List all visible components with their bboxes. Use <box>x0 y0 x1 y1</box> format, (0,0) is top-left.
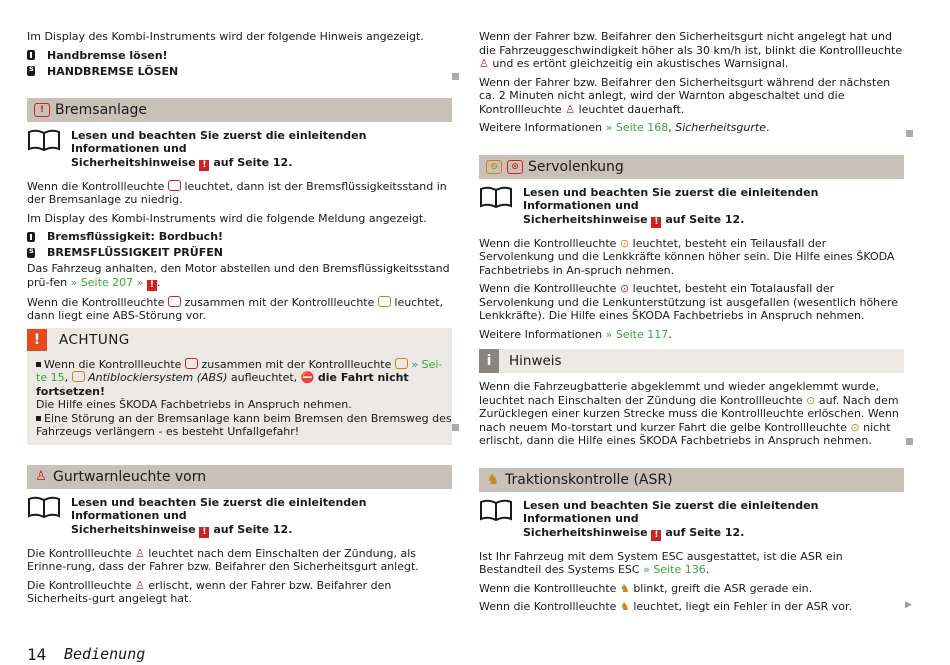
hint-title: Hinweis <box>509 353 562 369</box>
paragraph: Wenn die Kontrollleuchte ♞ blinkt, greift die ASR gerade ein. <box>479 581 813 595</box>
continue-arrow-icon: ▶ <box>905 600 912 610</box>
page-link[interactable]: » Seite 207 » <box>70 275 144 289</box>
intro-text: Im Display des Kombi-Instruments wird der folgende Hinweis angezeigt. <box>27 30 424 43</box>
stop-icon: ⛔ <box>300 371 315 384</box>
read-first-note: Lesen und beachten Sie zuerst die einleitenden Informationen und Sicherheitshinweise ! auf Seite 12. <box>479 186 904 228</box>
steering-lamp-icon: ⊙ <box>850 420 860 434</box>
paragraph: Wenn der Fahrer bzw. Beifahrer den Sicherheitsgurt während der nächsten ca. 2 Minuten nicht anlegt, wird der Warnton abgeschaltet und die Kontrollleuchte ♙ leuchtet dauerhaft. <box>479 75 891 116</box>
seatbelt-lamp-icon: ♙ <box>479 57 489 70</box>
display-message: s HANDBREMSE LÖSEN <box>27 65 452 78</box>
right-column <box>479 30 904 619</box>
warning-mark-icon: ! <box>651 530 661 541</box>
page-link[interactable]: » Sei-te 15 <box>36 357 443 384</box>
page-link[interactable]: » Seite 136 <box>643 563 706 576</box>
warning-bullet: Wenn die Kontrollleuchte zusammen mit der Kontrollleuchte » Sei-te 15, Antiblockiersystem (ABS) aufleuchtet, ⛔ die Fahrt nicht fortsetzen! Die Hilfe eines ŠKODA Fachbetriebs in Anspruch nehmen. <box>36 357 443 411</box>
read-first-note: Lesen und beachten Sie zuerst die einleitenden Informationen und Sicherheitshinweise ! auf Seite 12. <box>27 496 452 538</box>
page-link[interactable]: » Seite 168 <box>605 121 669 134</box>
hint-box <box>479 349 904 373</box>
chapter-title: Bedienung <box>64 645 146 663</box>
exclamation-icon: ! <box>27 329 47 351</box>
section-end-marker <box>452 73 459 80</box>
paragraph: Wenn der Fahrer bzw. Beifahrer den Sicherheitsgurt nicht angelegt hat und die Fahrzeuggeschwindigkeit höher als 30 km/h ist, blinkt die Kontrollleuchte ♙ und es ertönt gleichzeitig ein akustisches Warnsignal. <box>479 30 903 70</box>
display-icon <box>27 50 35 60</box>
abs-lamp-icon <box>378 296 391 307</box>
display-message: Handbremse lösen! <box>27 49 452 62</box>
section-title-asr: ♞ Traktionskontrolle (ASR) <box>479 468 904 492</box>
info-icon: i <box>479 349 499 373</box>
warning-bullet: Eine Störung an der Bremsanlage kann beim Bremsen den Bremsweg des Fahrzeugs verlängern - es besteht Unfallgefahr! <box>36 411 452 438</box>
display-icon <box>27 232 35 242</box>
section-title-bremsanlage: ! Bremsanlage <box>27 98 452 122</box>
paragraph: Wenn die Kontrollleuchte zusammen mit der Kontrollleuchte leuchtet, dann liegt eine ABS-Störung vor. <box>27 295 444 322</box>
book-icon <box>27 496 61 518</box>
display-message: s BREMSFLÜSSIGKEIT PRÜFEN <box>27 246 452 259</box>
warning-mark-icon: ! <box>199 160 209 171</box>
abs-lamp-icon <box>72 371 85 382</box>
traction-lamp-icon: ♞ <box>619 600 630 613</box>
display-icon <box>27 248 35 258</box>
page-link[interactable]: » Seite 117 <box>605 327 669 341</box>
section-title-servolenkung: ⊙ ⊙ Servolenkung <box>479 155 904 179</box>
steering-amber-icon: ⊙ <box>486 160 502 174</box>
paragraph: Ist Ihr Fahrzeug mit dem System ESC ausgestattet, ist die ASR ein Bestandteil des Systems ESC » Seite 136. <box>479 549 843 576</box>
warning-mark-icon: ! <box>651 217 661 228</box>
warning-box <box>27 328 452 445</box>
traction-lamp-icon: ♞ <box>619 581 630 595</box>
section-end-marker <box>906 130 913 137</box>
brake-lamp-icon <box>185 358 198 369</box>
book-icon <box>27 129 61 151</box>
paragraph: Wenn die Kontrollleuchte leuchtet, dann ist der Bremsflüssigkeitsstand in der Bremsanlage zu niedrig. <box>27 179 447 206</box>
display-message: Bremsflüssigkeit: Bordbuch! <box>27 230 452 243</box>
section-end-marker <box>906 438 913 445</box>
abs-lamp-icon <box>395 358 408 369</box>
traction-control-icon: ♞ <box>486 471 500 488</box>
steering-lamp-icon: ⊙ <box>619 236 630 250</box>
steering-red-icon: ⊙ <box>507 160 523 174</box>
page-number: 14 <box>27 645 47 664</box>
paragraph: Weitere Informationen » Seite 168, Sicherheitsgurte. <box>479 121 770 134</box>
brake-lamp-icon <box>168 296 181 307</box>
read-first-note: Lesen und beachten Sie zuerst die einleitenden Informationen und Sicherheitshinweise ! auf Seite 12. <box>27 129 452 171</box>
section-title-gurt: ♙ Gurtwarnleuchte vorn <box>27 465 452 489</box>
steering-lamp-icon: ⊙ <box>619 282 630 295</box>
left-column <box>27 30 452 611</box>
paragraph: Das Fahrzeug anhalten, den Motor abstellen und den Bremsflüssigkeitsstand prü-fen » Seite 207 » ! . <box>27 262 450 290</box>
hint-text: Wenn die Fahrzeugbatterie abgeklemmt und wieder angeklemmt wurde, leuchtet nach Einschalten der Zündung die Kontrollleuchte ⊙ auf. Nach dem Zurücklegen einer kurzen Strecke muss die Kontrollleuchte erlöschen. Wenn nach neuem Mo-torstart und kurzer Fahrt die gelbe Kontrollleuchte ⊙ nicht erlischt, dann die Hilfe eines ŠKODA Fachbetriebs in Anspruch nehmen. <box>479 380 899 447</box>
warning-mark-icon: ! <box>147 280 157 291</box>
book-icon <box>479 499 513 521</box>
paragraph: Weitere Informationen » Seite 117. <box>479 327 672 341</box>
seatbelt-warning-icon: ♙ <box>35 468 47 484</box>
paragraph: Die Kontrollleuchte ♙ leuchtet nach dem Einschalten der Zündung, als Erinne-rung, dass der Fahrer bzw. Beifahrer den Sicherheitsgurt anlegt. <box>27 546 419 573</box>
paragraph: Wenn die Kontrollleuchte ⊙ leuchtet, besteht ein Totalausfall der Servolenkung und die Lenkunterstützung ist ausgefallen (wesentlich höhere Lenkkräfte). Die Hilfe eines ŠKODA Fachbetriebs in Anspruch nehmen. <box>479 282 898 322</box>
book-icon <box>479 186 513 208</box>
seatbelt-lamp-icon: ♙ <box>135 546 145 560</box>
paragraph: Im Display des Kombi-Instruments wird die folgende Meldung angezeigt. <box>27 211 427 225</box>
warning-mark-icon: ! <box>199 527 209 538</box>
paragraph: Wenn die Kontrollleuchte ⊙ leuchtet, besteht ein Teilausfall der Servolenkung und die Lenkkräfte können höher sein. Die Hilfe eines ŠKODA Fachbetriebs in An-spruch nehmen. <box>479 236 895 277</box>
display-icon <box>27 66 35 76</box>
warning-title: ACHTUNG <box>59 331 130 348</box>
seatbelt-lamp-icon: ♙ <box>135 578 145 592</box>
seatbelt-lamp-icon: ♙ <box>565 102 576 116</box>
paragraph: Die Kontrollleuchte ♙ erlischt, wenn der Fahrer bzw. Beifahrer den Sicherheits-gurt angelegt hat. <box>27 578 392 605</box>
paragraph: Wenn die Kontrollleuchte ♞ leuchtet, liegt ein Fehler in der ASR vor. <box>479 600 852 613</box>
brake-warning-icon: ! <box>34 103 50 117</box>
section-end-marker <box>452 424 459 431</box>
steering-lamp-icon: ⊙ <box>806 393 816 407</box>
read-first-note: Lesen und beachten Sie zuerst die einleitenden Informationen und Sicherheitshinweise ! auf Seite 12. <box>479 499 904 541</box>
brake-lamp-icon <box>168 180 181 191</box>
